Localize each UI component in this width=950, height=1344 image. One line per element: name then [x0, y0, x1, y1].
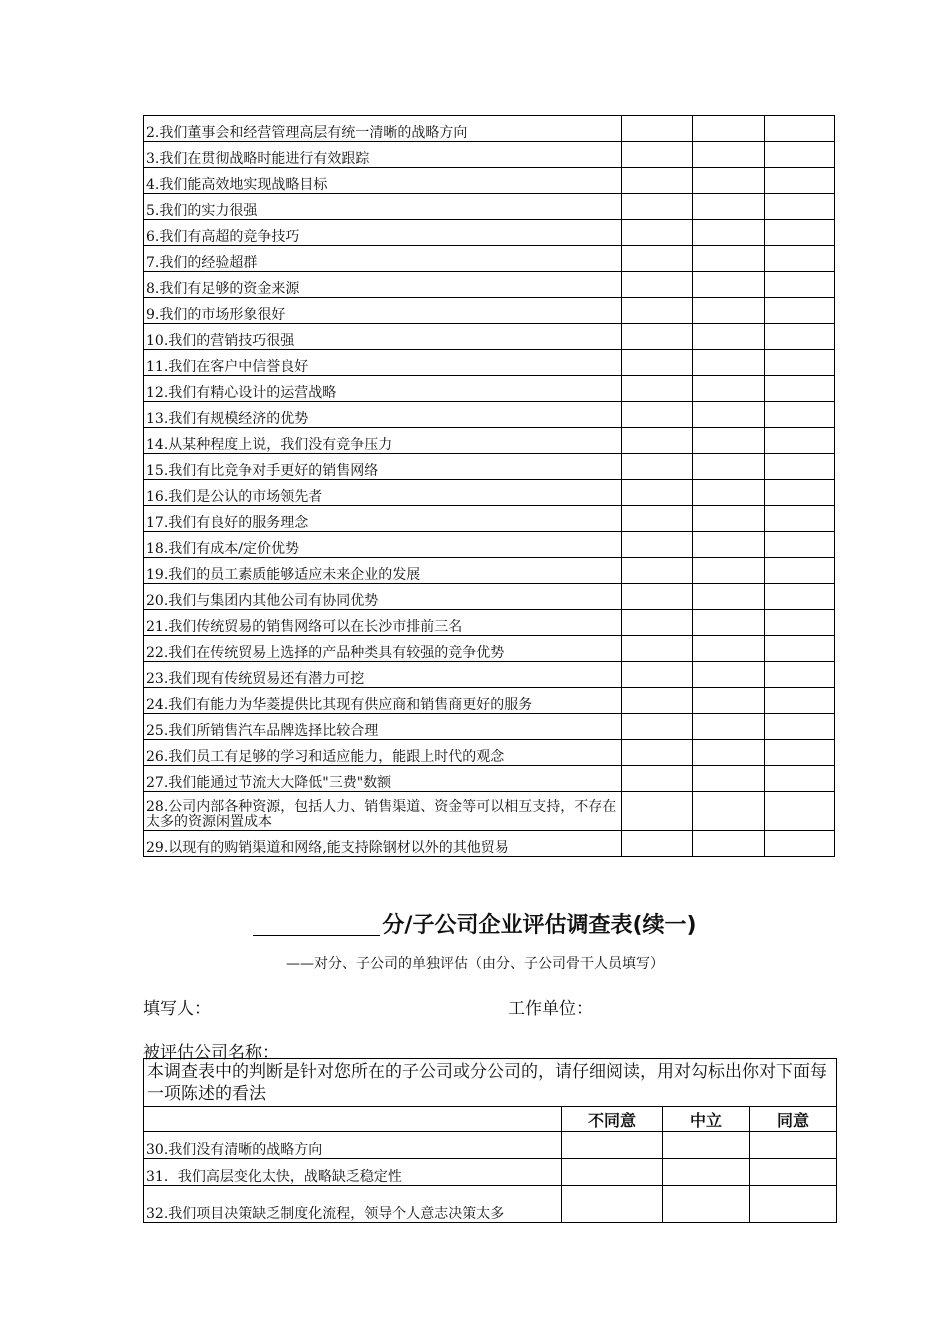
- answer-cell-agree[interactable]: [765, 272, 835, 298]
- answer-cell-agree[interactable]: [765, 454, 835, 480]
- table-row: [144, 636, 835, 662]
- survey-table-part2: [143, 1058, 837, 1223]
- question-text: 22.我们在传统贸易上选择的产品种类具有较强的竞争优势: [144, 636, 622, 662]
- table-row: [144, 662, 835, 688]
- section-subtitle: ——对分、子公司的单独评估（由分、子公司骨干人员填写）: [286, 956, 664, 972]
- answer-cell-neutral[interactable]: [693, 831, 765, 857]
- question-text: 20.我们与集团内其他公司有协同优势: [144, 584, 622, 610]
- question-text: 6.我们有高超的竞争技巧: [144, 220, 622, 246]
- work-unit-label: 工作单位：: [508, 999, 593, 1019]
- answer-cell-neutral[interactable]: [693, 610, 765, 636]
- answer-cell-neutral[interactable]: [693, 740, 765, 766]
- answer-cell-neutral[interactable]: [693, 480, 765, 506]
- answer-cell-neutral[interactable]: [693, 272, 765, 298]
- table-row: [144, 688, 835, 714]
- header-blank-cell: [144, 1107, 562, 1132]
- question-text: 4.我们能高效地实现战略目标: [144, 168, 622, 194]
- answer-cell-neutral[interactable]: [693, 168, 765, 194]
- question-text: 25.我们所销售汽车品牌选择比较合理: [144, 714, 622, 740]
- answer-cell-disagree[interactable]: [562, 1132, 663, 1159]
- question-text: 13.我们有规模经济的优势: [144, 402, 622, 428]
- answer-cell-neutral[interactable]: [693, 220, 765, 246]
- answer-cell-agree[interactable]: [765, 168, 835, 194]
- table-row: [144, 766, 835, 792]
- answer-cell-neutral[interactable]: [693, 532, 765, 558]
- answer-cell-agree[interactable]: [750, 1186, 837, 1223]
- question-text: 31．我们高层变化太快，战略缺乏稳定性: [144, 1159, 562, 1186]
- answer-cell-disagree[interactable]: [622, 298, 693, 324]
- answer-cell-agree[interactable]: [765, 584, 835, 610]
- answer-cell-neutral[interactable]: [693, 584, 765, 610]
- table-row: [144, 714, 835, 740]
- answer-cell-disagree[interactable]: [622, 376, 693, 402]
- answer-cell-agree[interactable]: [765, 558, 835, 584]
- answer-cell-agree[interactable]: [765, 402, 835, 428]
- table-row: [144, 428, 835, 454]
- answer-cell-disagree[interactable]: [622, 766, 693, 792]
- answer-cell-disagree[interactable]: [622, 220, 693, 246]
- answer-cell-disagree[interactable]: [622, 714, 693, 740]
- answer-cell-disagree[interactable]: [622, 454, 693, 480]
- answer-cell-agree[interactable]: [765, 714, 835, 740]
- table-row: [144, 610, 835, 636]
- answer-cell-agree[interactable]: [765, 480, 835, 506]
- answer-cell-disagree[interactable]: [622, 116, 693, 142]
- answer-cell-disagree[interactable]: [622, 662, 693, 688]
- answer-cell-agree[interactable]: [765, 350, 835, 376]
- table-row: [144, 480, 835, 506]
- table-row: [144, 194, 835, 220]
- table-row: [144, 220, 835, 246]
- survey-table-part1: [143, 115, 835, 857]
- answer-cell-disagree[interactable]: [562, 1186, 663, 1223]
- question-text: 23.我们现有传统贸易还有潜力可挖: [144, 662, 622, 688]
- answer-cell-agree[interactable]: [765, 740, 835, 766]
- question-text: 21.我们传统贸易的销售网络可以在长沙市排前三名: [144, 610, 622, 636]
- answer-cell-neutral[interactable]: [693, 636, 765, 662]
- answer-cell-neutral[interactable]: [663, 1132, 750, 1159]
- answer-cell-neutral[interactable]: [693, 402, 765, 428]
- question-text: 10.我们的营销技巧很强: [144, 324, 622, 350]
- answer-cell-agree[interactable]: [765, 532, 835, 558]
- answer-cell-agree[interactable]: [750, 1159, 837, 1186]
- answer-cell-disagree[interactable]: [622, 350, 693, 376]
- answer-cell-disagree[interactable]: [622, 558, 693, 584]
- answer-cell-neutral[interactable]: [693, 246, 765, 272]
- answer-cell-neutral[interactable]: [693, 428, 765, 454]
- answer-cell-disagree[interactable]: [622, 168, 693, 194]
- answer-cell-disagree[interactable]: [622, 831, 693, 857]
- answer-cell-disagree[interactable]: [622, 584, 693, 610]
- answer-cell-neutral[interactable]: [693, 662, 765, 688]
- answer-cell-neutral[interactable]: [693, 194, 765, 220]
- table-row: [144, 376, 835, 402]
- answer-cell-agree[interactable]: [765, 194, 835, 220]
- question-text: 12.我们有精心设计的运营战略: [144, 376, 622, 402]
- question-text: 8.我们有足够的资金来源: [144, 272, 622, 298]
- question-text: 17.我们有良好的服务理念: [144, 506, 622, 532]
- answer-cell-neutral[interactable]: [693, 792, 765, 831]
- table-row: [144, 168, 835, 194]
- answer-cell-disagree[interactable]: [622, 532, 693, 558]
- table-row: [144, 454, 835, 480]
- question-text: 26.我们员工有足够的学习和适应能力，能跟上时代的观念: [144, 740, 622, 766]
- table-row: [144, 831, 835, 857]
- table-row: [144, 272, 835, 298]
- question-text: 2.我们董事会和经营管理高层有统一清晰的战略方向: [144, 116, 622, 142]
- answer-cell-disagree[interactable]: [622, 792, 693, 831]
- answer-cell-neutral[interactable]: [693, 454, 765, 480]
- answer-cell-agree[interactable]: [765, 220, 835, 246]
- answer-cell-disagree[interactable]: [622, 740, 693, 766]
- answer-cell-disagree[interactable]: [622, 480, 693, 506]
- question-text: 28.公司内部各种资源，包括人力、销售渠道、资金等可以相互支持，不存在太多的资源闲置成本: [144, 792, 622, 831]
- answer-cell-agree[interactable]: [765, 831, 835, 857]
- answer-cell-agree[interactable]: [765, 298, 835, 324]
- table-row: [144, 584, 835, 610]
- answer-cell-agree[interactable]: [765, 688, 835, 714]
- answer-cell-neutral[interactable]: [693, 766, 765, 792]
- answer-cell-agree[interactable]: [765, 636, 835, 662]
- question-text: 29.以现有的购销渠道和网络,能支持除钢材以外的其他贸易: [144, 831, 622, 857]
- answer-cell-disagree[interactable]: [622, 610, 693, 636]
- answer-cell-disagree[interactable]: [622, 142, 693, 168]
- question-text: 3.我们在贯彻战略时能进行有效跟踪: [144, 142, 622, 168]
- answer-cell-neutral[interactable]: [693, 714, 765, 740]
- table-row: [144, 402, 835, 428]
- question-text: 24.我们有能力为华菱提供比其现有供应商和销售商更好的服务: [144, 688, 622, 714]
- question-text: 27.我们能通过节流大大降低"三费"数额: [144, 766, 622, 792]
- answer-cell-disagree[interactable]: [562, 1159, 663, 1186]
- table-row: [144, 532, 835, 558]
- section-title: [0, 908, 950, 939]
- question-text: 16.我们是公认的市场领先者: [144, 480, 622, 506]
- answer-cell-neutral[interactable]: [693, 558, 765, 584]
- question-text: 30.我们没有清晰的战略方向: [144, 1132, 562, 1159]
- answer-cell-disagree[interactable]: [622, 272, 693, 298]
- table-row: [144, 740, 835, 766]
- answer-cell-agree[interactable]: [765, 376, 835, 402]
- table-row: [144, 246, 835, 272]
- answer-cell-neutral[interactable]: [693, 324, 765, 350]
- answer-cell-agree[interactable]: [765, 116, 835, 142]
- company-name-blank[interactable]: [253, 913, 380, 936]
- answer-cell-neutral[interactable]: [693, 350, 765, 376]
- answer-cell-neutral[interactable]: [693, 688, 765, 714]
- answer-cell-agree[interactable]: [765, 142, 835, 168]
- answer-cell-agree[interactable]: [765, 792, 835, 831]
- answer-cell-neutral[interactable]: [693, 506, 765, 532]
- column-header-agree: 同意: [750, 1107, 837, 1132]
- answer-cell-disagree[interactable]: [622, 428, 693, 454]
- answer-cell-disagree[interactable]: [622, 194, 693, 220]
- answer-cell-disagree[interactable]: [622, 246, 693, 272]
- survey-instructions: 本调查表中的判断是针对您所在的子公司或分公司的，请仔细阅读，用对勾标出你对下面每一项陈述的看法: [144, 1059, 837, 1107]
- answer-cell-neutral[interactable]: [693, 298, 765, 324]
- answer-cell-disagree[interactable]: [622, 506, 693, 532]
- table-row: [144, 116, 835, 142]
- company-name-label: 被评估公司名称：: [143, 1043, 279, 1063]
- question-text: 5.我们的实力很强: [144, 194, 622, 220]
- table-row: [144, 792, 835, 831]
- question-text: 7.我们的经验超群: [144, 246, 622, 272]
- answer-cell-agree[interactable]: [765, 506, 835, 532]
- answer-cell-neutral[interactable]: [663, 1186, 750, 1223]
- table-row: [144, 350, 835, 376]
- question-text: 14.从某种程度上说，我们没有竞争压力: [144, 428, 622, 454]
- table-row: [144, 324, 835, 350]
- table-row: [144, 298, 835, 324]
- answer-cell-neutral[interactable]: [693, 116, 765, 142]
- answer-cell-agree[interactable]: [765, 662, 835, 688]
- column-header-disagree: 不同意: [562, 1107, 663, 1132]
- question-text: 19.我们的员工素质能够适应未来企业的发展: [144, 558, 622, 584]
- question-text: 32.我们项目决策缺乏制度化流程，领导个人意志决策太多: [144, 1186, 562, 1223]
- table-row: [144, 506, 835, 532]
- answer-cell-neutral[interactable]: [693, 142, 765, 168]
- answer-cell-agree[interactable]: [765, 324, 835, 350]
- question-text: 15.我们有比竞争对手更好的销售网络: [144, 454, 622, 480]
- answer-cell-disagree[interactable]: [622, 636, 693, 662]
- answer-cell-agree[interactable]: [765, 428, 835, 454]
- answer-cell-neutral[interactable]: [663, 1159, 750, 1186]
- table-row: [144, 142, 835, 168]
- answer-cell-neutral[interactable]: [693, 376, 765, 402]
- answer-cell-disagree[interactable]: [622, 402, 693, 428]
- column-header-neutral: 中立: [663, 1107, 750, 1132]
- answer-cell-agree[interactable]: [750, 1132, 837, 1159]
- question-text: 11.我们在客户中信誉良好: [144, 350, 622, 376]
- section-title-text: 分/子公司企业评估调查表(续一): [382, 913, 697, 938]
- filler-label: 填写人：: [143, 999, 211, 1019]
- answer-cell-disagree[interactable]: [622, 324, 693, 350]
- table-row: [144, 558, 835, 584]
- question-text: 9.我们的市场形象很好: [144, 298, 622, 324]
- answer-cell-agree[interactable]: [765, 246, 835, 272]
- answer-cell-agree[interactable]: [765, 610, 835, 636]
- answer-cell-agree[interactable]: [765, 766, 835, 792]
- answer-cell-disagree[interactable]: [622, 688, 693, 714]
- question-text: 18.我们有成本/定价优势: [144, 532, 622, 558]
